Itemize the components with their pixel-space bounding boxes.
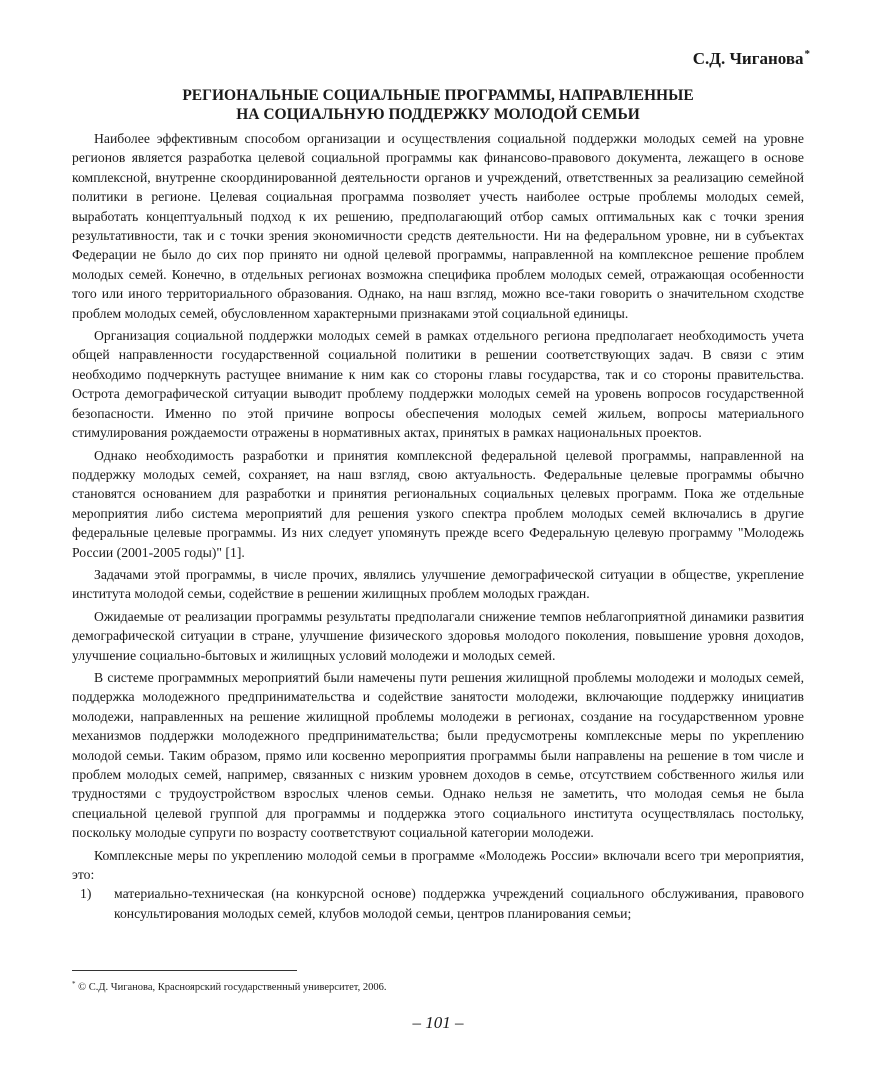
paragraph-2: Организация социальной поддержки молодых семей в рамках отдельного региона предполагает необходимость учета общей направленности государственной социальной политики в решении соответствующих задач. В связи с этим необходимо подчеркнуть растущее внимание к ним как со стороны главы государства, так и со стороны правительства. Острота демографической ситуации выводит проблему поддержки молодых семей на уровень вопросов государственной безопасности. Именно по этой причине вопросы обеспечения молодых семей жильем, вопросы материального стимулирования рождаемости отражены в нормативных актах, принятых в рамках национальных проектов. bbox=[72, 328, 804, 441]
paragraph-7: Комплексные меры по укреплению молодой семьи в программе «Молодежь России» включали всего три мероприятия, это: bbox=[72, 847, 804, 883]
document-page bbox=[72, 0, 810, 1080]
list-item bbox=[72, 884, 804, 923]
title-line-1: РЕГИОНАЛЬНЫЕ СОЦИАЛЬНЫЕ ПРОГРАММЫ, НАПРАВЛЕННЫЕ bbox=[182, 87, 694, 104]
list-item-number: 1) bbox=[80, 886, 92, 902]
paragraph-1: Наиболее эффективным способом организации и осуществления социальной поддержки молодых семей на уровне регионов является разработка целевой социальной программы как финансово-правового документа, лежащего в основе комплексной, внутренне скоординированной деятельности органов и учреждений, ответственных за реализацию семейной политики в регионе. Целевая социальная программа позволяет учесть наиболее острые проблемы молодых семей, выработать концептуальный подход к их решению, предполагающий отбор самых оптимальных как с точки зрения результативности, так и с точки зрения экономичности средств деятельности. Ни на федеральном уровне, ни в субъектах Федерации не было до сих пор принято ни одной целевой программы, направленной на комплексное решение проблем молодых семей. Конечно, в отдельных регионах возможна специфика проблем молодых семей, отражающая особенности того или иного территориального образования. Однако, на наш взгляд, можно все-таки говорить о значительном сходстве проблем молодых семей, обусловленном характерными признаками этой социальной единицы. bbox=[72, 131, 804, 321]
paragraph-4: Задачами этой программы, в числе прочих, являлись улучшение демографической ситуации в обществе, укрепление института молодой семьи, содействие в решении жилищных проблем молодых граждан. bbox=[72, 566, 804, 602]
footnote-mark: * bbox=[72, 980, 76, 988]
measures-list bbox=[72, 884, 804, 923]
title-line-2: НА СОЦИАЛЬНУЮ ПОДДЕРЖКУ МОЛОДОЙ СЕМЬИ bbox=[236, 106, 640, 123]
paragraph-5: Ожидаемые от реализации программы результаты предполагали снижение темпов неблагоприятной динамики развития демографической ситуации в стране, улучшение физического здоровья молодого поколения, повышение уровня доходов, улучшение социально-бытовых и жилищных условий молодежи и молодых семей. bbox=[72, 608, 804, 663]
footnote-text: © С.Д. Чиганова, Красноярский государственный университет, 2006. bbox=[78, 982, 387, 993]
paragraph-6: В системе программных мероприятий были намечены пути решения жилищной проблемы молодежи и молодых семей, поддержка молодежного предпринимательства и содействие занятости молодежи, включающие поддержку инициатив молодежи, направленных на решение жилищной проблемы молодежи в регионах, создание на государственном уровне механизмов поддержки молодежного предпринимательства; были предусмотрены комплексные меры по укреплению молодой семьи. Таким образом, прямо или косвенно мероприятия программы были направлены на решение в том числе и проблем молодых семей, например, связанных с низким уровнем доходов в семье, отсутствием собственного жилья или трудностями с трудоустройством взрослых членов семьи. Однако нельзя не заметить, что молодая семья не была специальной целевой группой для программы и поддержка этого социального института осуществлялась постольку, поскольку молодые супруги по возрасту соответствуют социальной категории молодежи. bbox=[72, 669, 804, 841]
paragraph-3: Однако необходимость разработки и принятия комплексной федеральной целевой программы, направленной на поддержку молодых семей, сохраняет, на наш взгляд, свою актуальность. Федеральные целевые программы обычно становятся основанием для разработки и принятия региональных социальных целевых программ. Пока же отдельные мероприятия либо система мероприятий для решения узкого спектра проблем молодых семей включались в другие федеральные целевые программы. Из них следует упомянуть прежде всего Федеральную целевую программу "Молодежь России (2001-2005 годы)" [1]. bbox=[72, 447, 804, 560]
author-name bbox=[693, 48, 810, 69]
page-number: – 101 – bbox=[412, 1013, 464, 1032]
footnote-divider bbox=[72, 970, 297, 971]
author-footnote-mark: * bbox=[804, 48, 810, 60]
author-name-text: С.Д. Чиганова bbox=[692, 49, 804, 68]
footnote bbox=[72, 980, 387, 993]
article-body bbox=[72, 129, 804, 923]
article-title bbox=[72, 86, 804, 124]
list-item-text: материально-техническая (на конкурсной основе) поддержка учреждений социального обслуживания, правового консультирования молодых семей, клубов молодой семьи, центров планирования семьи; bbox=[114, 886, 804, 921]
